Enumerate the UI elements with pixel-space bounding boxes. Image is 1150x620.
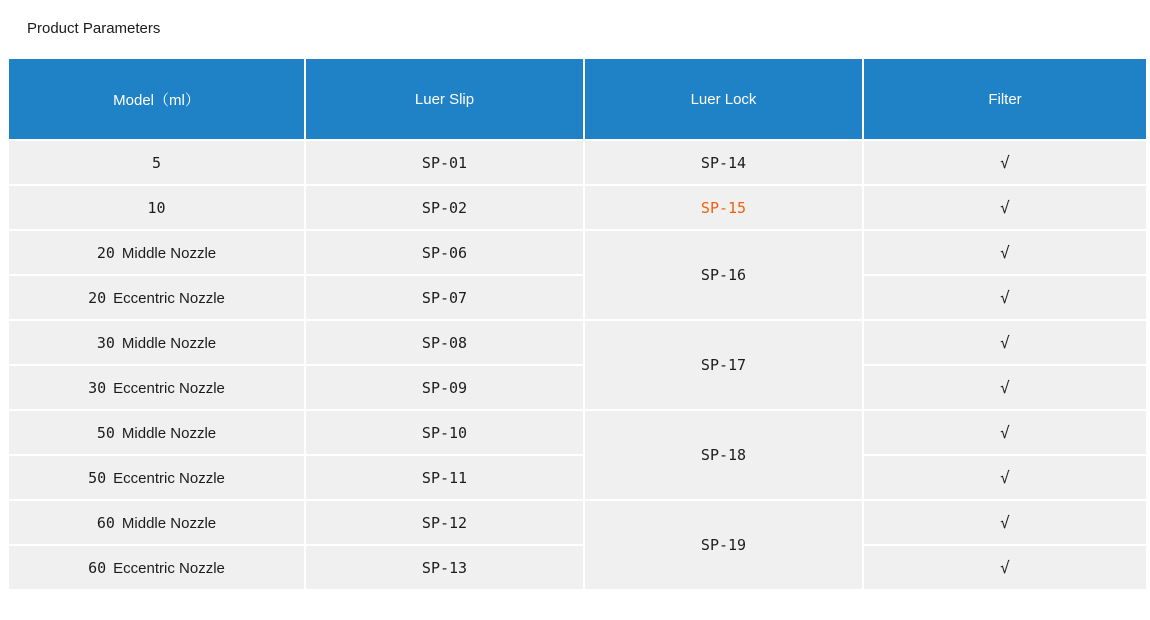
luer-slip-value: SP-06 xyxy=(421,243,468,262)
luer-slip-cell xyxy=(305,410,584,455)
check-icon: √ xyxy=(1000,198,1010,217)
check-icon: √ xyxy=(1000,333,1010,352)
luer-slip-cell xyxy=(305,230,584,275)
check-icon: √ xyxy=(1000,378,1010,397)
model-variant: Middle Nozzle xyxy=(121,514,217,532)
page-title: Product Parameters xyxy=(27,20,161,37)
filter-cell xyxy=(863,185,1147,230)
luer-slip-cell xyxy=(305,140,584,185)
filter-cell xyxy=(863,320,1147,365)
model-variant: Middle Nozzle xyxy=(121,334,217,352)
luer-lock-cell-merged xyxy=(584,500,863,590)
model-cell xyxy=(8,320,305,365)
table-row xyxy=(8,545,1147,590)
model-size: 60 xyxy=(88,558,107,577)
luer-lock-value: SP-14 xyxy=(700,153,747,172)
model-cell xyxy=(8,365,305,410)
check-icon: √ xyxy=(1000,153,1010,172)
model-size: 50 xyxy=(96,423,115,442)
column-header-luer-lock: Luer Lock xyxy=(584,58,863,140)
luer-slip-value: SP-09 xyxy=(421,378,468,397)
model-cell xyxy=(8,410,305,455)
model-size: 30 xyxy=(96,333,115,352)
luer-lock-cell-merged xyxy=(584,320,863,410)
model-variant: Middle Nozzle xyxy=(121,244,217,262)
model-size: 10 xyxy=(147,198,166,217)
check-icon: √ xyxy=(1000,513,1010,532)
header-row xyxy=(8,58,1147,140)
column-header-model: Model（ml） xyxy=(8,58,305,140)
model-cell xyxy=(8,275,305,320)
luer-slip-value: SP-08 xyxy=(421,333,468,352)
luer-lock-value: SP-18 xyxy=(700,446,747,464)
model-variant: Eccentric Nozzle xyxy=(113,469,225,487)
check-icon: √ xyxy=(1000,468,1010,487)
luer-lock-value: SP-16 xyxy=(700,266,747,284)
table-row xyxy=(8,410,1147,455)
filter-cell xyxy=(863,140,1147,185)
model-size: 50 xyxy=(88,468,107,487)
luer-slip-value: SP-13 xyxy=(421,558,468,577)
model-cell xyxy=(8,545,305,590)
filter-cell xyxy=(863,500,1147,545)
table-row xyxy=(8,230,1147,275)
model-size: 20 xyxy=(96,243,115,262)
luer-slip-cell xyxy=(305,185,584,230)
model-size: 5 xyxy=(151,153,162,172)
model-cell xyxy=(8,230,305,275)
filter-cell xyxy=(863,545,1147,590)
model-variant: Eccentric Nozzle xyxy=(113,289,225,307)
check-icon: √ xyxy=(1000,423,1010,442)
model-cell xyxy=(8,140,305,185)
model-size: 30 xyxy=(88,378,107,397)
table-row xyxy=(8,140,1147,185)
check-icon: √ xyxy=(1000,558,1010,577)
model-cell xyxy=(8,500,305,545)
luer-slip-value: SP-07 xyxy=(421,288,468,307)
luer-slip-value: SP-02 xyxy=(421,198,468,217)
luer-lock-value: SP-19 xyxy=(700,536,747,554)
luer-slip-cell xyxy=(305,500,584,545)
luer-slip-cell xyxy=(305,320,584,365)
filter-cell xyxy=(863,455,1147,500)
column-header-luer-slip: Luer Slip xyxy=(305,58,584,140)
filter-cell xyxy=(863,230,1147,275)
table-row xyxy=(8,320,1147,365)
luer-slip-value: SP-12 xyxy=(421,513,468,532)
model-size: 60 xyxy=(96,513,115,532)
table-row xyxy=(8,455,1147,500)
luer-lock-cell-merged xyxy=(584,230,863,320)
table-row xyxy=(8,275,1147,320)
luer-slip-value: SP-10 xyxy=(421,423,468,442)
model-variant: Middle Nozzle xyxy=(121,424,217,442)
check-icon: √ xyxy=(1000,243,1010,262)
filter-cell xyxy=(863,365,1147,410)
luer-slip-cell xyxy=(305,455,584,500)
check-icon: √ xyxy=(1000,288,1010,307)
model-variant: Eccentric Nozzle xyxy=(113,559,225,577)
table-row xyxy=(8,365,1147,410)
table-row xyxy=(8,500,1147,545)
luer-lock-value-highlighted[interactable]: SP-15 xyxy=(700,198,747,217)
product-parameters-table xyxy=(7,57,1148,591)
luer-slip-value: SP-01 xyxy=(421,153,468,172)
model-cell xyxy=(8,455,305,500)
model-variant: Eccentric Nozzle xyxy=(113,379,225,397)
model-cell xyxy=(8,185,305,230)
luer-lock-value: SP-17 xyxy=(700,356,747,374)
luer-lock-cell[interactable] xyxy=(584,185,863,230)
filter-cell xyxy=(863,275,1147,320)
model-size: 20 xyxy=(88,288,107,307)
luer-lock-cell xyxy=(584,140,863,185)
luer-slip-value: SP-11 xyxy=(421,468,468,487)
luer-slip-cell xyxy=(305,275,584,320)
filter-cell xyxy=(863,410,1147,455)
luer-lock-cell-merged xyxy=(584,410,863,500)
table-row xyxy=(8,185,1147,230)
luer-slip-cell xyxy=(305,365,584,410)
column-header-filter: Filter xyxy=(863,58,1147,140)
luer-slip-cell xyxy=(305,545,584,590)
